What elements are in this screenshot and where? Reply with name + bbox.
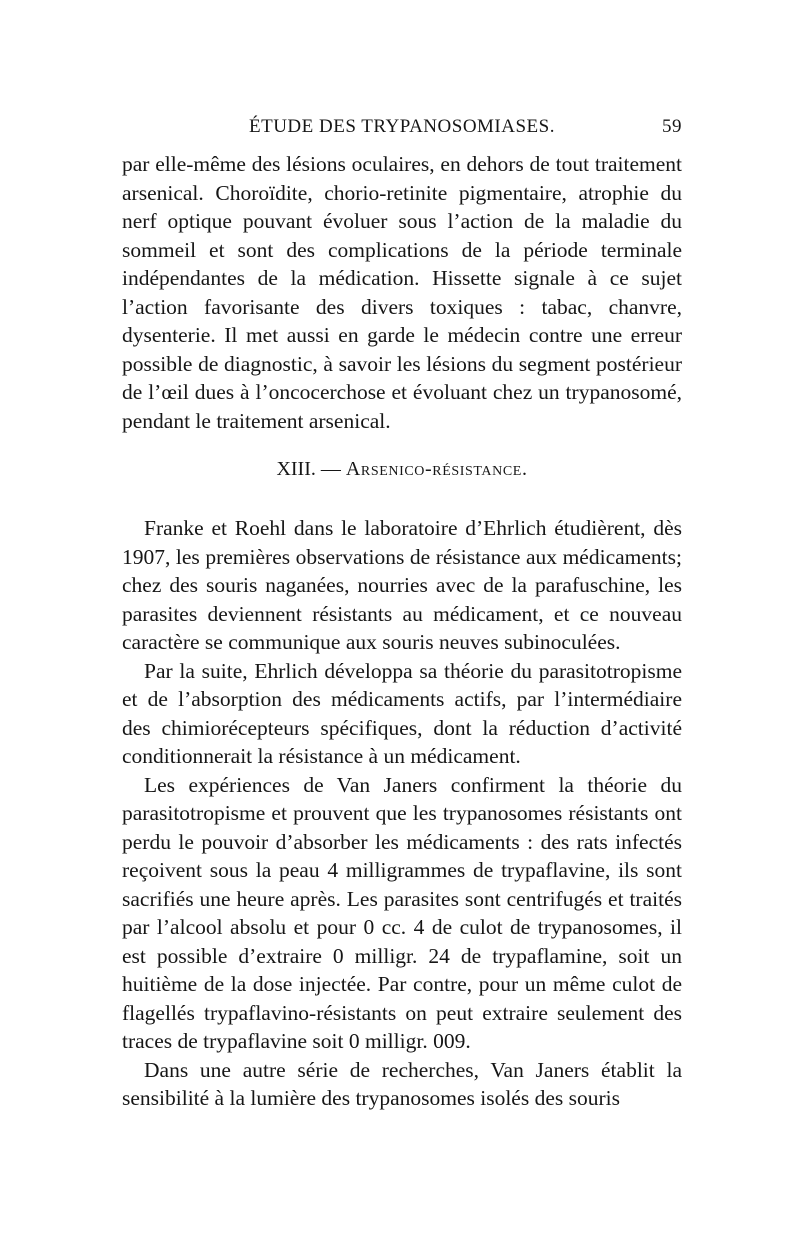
running-title: ÉTUDE DES TRYPANOSOMIASES. (249, 116, 555, 137)
text-block-top (122, 150, 682, 435)
paragraph-continued: par elle-même des lésions oculaires, en dehors de tout traitement arsenical. Choroïdite, chorio-retinite pigmentaire, atrophie du nerf optique pouvant évoluer sous l’action de la maladie du sommeil et sont des complications de la période terminale indépendantes de la médication. Hissette signale à ce sujet l’action favorisante des divers toxiques : tabac, chanvre, dysenterie. Il met aussi en garde le médecin contre une erreur possible de diagnostic, à savoir les lésions du segment postérieur de l’œil dues à l’oncocerchose et évoluant chez un trypanosomé, pendant le traitement arsenical. (122, 152, 682, 433)
page-number: 59 (662, 116, 682, 137)
paragraph: Les expériences de Van Janers confirment la théorie du parasitotropisme et prouvent que les trypanosomes résistants ont perdu le pouvoir d’absorber les médicaments : des rats infectés reçoivent sous la peau 4 milligrammes de trypaflavine, ils sont sacrifiés une heure après. Les parasites sont centrifugés et traités par l’alcool absolu et pour 0 cc. 4 de culot de trypanosomes, il est possible d’extraire 0 milligr. 24 de trypaflamine, soit un huitième de la dose injectée. Par contre, pour un même culot de flagellés trypaflavino-résistants on peut extraire seulement des traces de trypaflavine soit 0 milligr. 009. (122, 772, 682, 1053)
paragraph: Dans une autre série de recherches, Van Janers établit la sensibilité à la lumière des trypanosomes isolés des souris (122, 1057, 682, 1110)
section-number: XIII. — (276, 458, 341, 480)
section-title: Arsenico-résistance. (345, 458, 528, 480)
text-block-bottom (122, 514, 682, 1113)
running-head (122, 116, 682, 142)
paragraph: Franke et Roehl dans le laboratoire d’Ehrlich étudièrent, dès 1907, les premières observations de résistance aux médicaments; chez des souris naganées, nourries avec de la parafuschine, les parasites deviennent résistants au médicament, et ce nouveau caractère se communique aux souris neuves subinoculées. (122, 516, 682, 654)
paragraph: Par la suite, Ehrlich développa sa théorie du parasitotropisme et de l’absorption des médicaments actifs, par l’intermédiaire des chimiorécepteurs spécifiques, dont la réduction d’activité conditionnerait la résistance à un médicament. (122, 658, 682, 768)
section-heading (122, 458, 682, 481)
